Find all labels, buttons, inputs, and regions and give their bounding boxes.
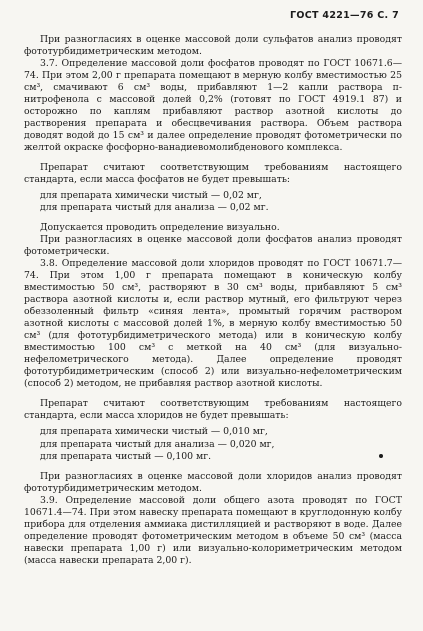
document-body — [24, 34, 402, 567]
list-item: для препарата химически чистый — 0,02 мг, — [40, 190, 262, 201]
paragraph-phosphates-requirement: Препарат считают соответствующим требованиям настоящего стандарта, если масса фосфатов не будет превышать: — [24, 162, 402, 185]
ink-dot-mark — [379, 454, 383, 458]
list-item: для препарата чистый для анализа — 0,020 мг, — [40, 438, 275, 450]
list-item: для препарата чистый — 0,100 мг. — [40, 450, 212, 462]
phosphate-limits-list — [24, 190, 402, 214]
paragraph-3-7-phosphates: 3.7. Определение массовой доли фосфатов проводят по ГОСТ 10671.6—74. При этом 2,00 г препарата помещают в мерную колбу вместимостью 25 см³, смачивают 6 см³ воды, прибавляют 1—2 капли раствора п-нитрофенола с массовой долей 0,2% (готовят по ГОСТ 4919.1 87) и осторожно по каплям прибавляют раствор азотной кислоты до растворения препарата и обесцвечивания раствора. Объем раствора доводят водой до 15 см³ и далее определение проводят фотометрически по желтой окраске фосфорно-ванадиевомолибденового комплекса. — [24, 58, 402, 153]
paragraph-visual-allowed: Допускается проводить определение визуально. — [40, 222, 280, 234]
list-item: для препарата чистый для анализа — 0,02 мг. — [40, 202, 269, 214]
paragraph-chlorides-requirement: Препарат считают соответствующим требованиям настоящего стандарта, если масса хлоридов не будет превышать: — [24, 398, 402, 422]
page-header: ГОСТ 4221—76 С. 7 — [290, 10, 399, 21]
list-item: для препарата химически чистый — 0,010 мг, — [40, 426, 268, 438]
paragraph-3-8-chlorides: 3.8. Определение массовой доли хлоридов проводят по ГОСТ 10671.7—74. При этом 1,00 г препарата помещают в коническую колбу вместимостью 50 см³, растворяют в 30 см³ воды, прибавляют 5 см³ раствора азотной кислоты и, если раствор мутный, его фильтруют через обеззоленный фильтр «синяя лента», промытый горячим раствором азотной кислоты с массовой долей 1%, в мерную колбу вместимостью 50 см³ (для фототурбидиметрического метода) или в коническую колбу вместимостью 100 см³ с меткой на 40 см³ (для визуально-нефелометрического метода). Далее определение проводят фототурбидиметрическим (способ 2) или визуально-нефелометрическим (способ 2) методом, не прибавляя раствор азотной кислоты. — [24, 258, 402, 390]
paragraph-chlorides-dispute: При разногласиях в оценке массовой доли хлоридов анализ проводят фототурбидиметрическим методом. — [24, 471, 402, 495]
paragraph-3-9-nitrogen: 3.9. Определение массовой доли общего азота проводят по ГОСТ 10671.4—74. При этом навеску препарата помещают в круглодонную колбу прибора для отделения аммиака дистилляцией и растворяют в воде. Далее определение проводят фотометрическим методом в объеме 50 см³ (масса навески препарата 1,00 г) или визуально-колориметрическим методом (масса навески препарата 2,00 г). — [24, 495, 402, 567]
paragraph-sulfates-dispute: При разногласиях в оценке массовой доли сульфатов анализ проводят фототурбидиметрическим методом. — [24, 34, 402, 57]
chloride-limits-list — [24, 426, 402, 463]
paragraph-phosphates-dispute: При разногласиях в оценке массовой доли фосфатов анализ проводят фотометрически. — [24, 234, 402, 258]
